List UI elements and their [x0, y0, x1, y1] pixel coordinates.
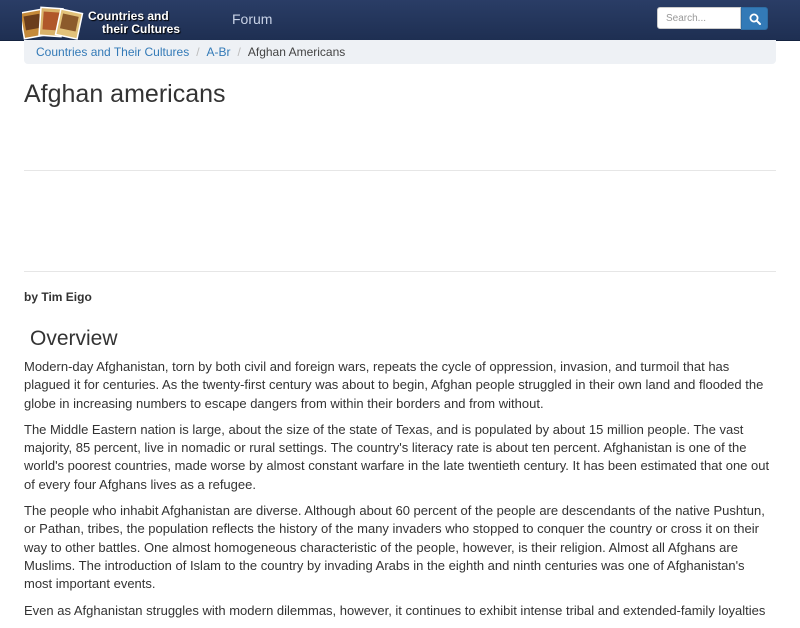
breadcrumb-current: Afghan Americans: [247, 45, 346, 59]
breadcrumb-link-countries[interactable]: Countries and Their Cultures: [36, 45, 190, 59]
divider: [24, 170, 776, 171]
search-input[interactable]: [657, 7, 741, 29]
breadcrumb-link-a-br[interactable]: A-Br: [206, 45, 231, 59]
search-button[interactable]: [741, 7, 768, 30]
breadcrumb-separator: /: [196, 45, 200, 59]
article-paragraph: The people who inhabit Afghanistan are diverse. Although about 60 percent of the people are descendants of the native Pushtun, or Pathan, tribes, the population reflects the history of the many invaders who stopped to conquer the country or cross it on their way to other battles. One almost homogeneous characteristic of the people, however, is their religion. Almost all Afghans are Muslims. The introduction of Islam to the country by invading Arabs in the eighth and ninth centuries was one of Afghanistan's most important events.: [24, 503, 765, 592]
logo-text-line1: Countries and: [88, 9, 169, 23]
section-heading-overview: Overview: [30, 327, 118, 350]
breadcrumb-separator: /: [237, 45, 241, 59]
article-paragraph: Modern-day Afghanistan, torn by both civil and foreign wars, repeats the cycle of oppression, invasion, and turmoil that has plagued it for centuries. As the twenty-first century was about to begin, Afghan people struggled in their own land and flooded the globe in increasing numbers to escape dangers from within their borders and from without.: [24, 359, 764, 411]
logo-text-line2: their Cultures: [102, 22, 181, 36]
logo-text: [88, 10, 180, 36]
author-byline: by Tim Eigo: [24, 290, 92, 304]
top-navbar: [0, 0, 800, 41]
search-icon: [749, 13, 761, 25]
article-body: [24, 358, 776, 628]
site-logo[interactable]: [22, 2, 222, 42]
divider: [24, 271, 776, 272]
logo-image-icon: [22, 5, 84, 45]
breadcrumb: [24, 40, 776, 64]
article-paragraph: The Middle Eastern nation is large, about the size of the state of Texas, and is populated by about 15 million people. The vast majority, 85 percent, live in nomadic or rural settings. The country's literacy rate is about ten percent. Afghanistan is one of the world's poorest countries, made worse by almost constant warfare in the late twentieth century. It has been estimated that one out of every four Afghans lives as a refugee.: [24, 421, 770, 492]
ad-space: [24, 172, 776, 270]
page-title: Afghan americans: [24, 80, 226, 108]
article-paragraph: Even as Afghanistan struggles with modern dilemmas, however, it continues to exhibit intense tribal and extended-family loyalties: [24, 602, 766, 618]
nav-forum-link[interactable]: Forum: [232, 11, 273, 27]
